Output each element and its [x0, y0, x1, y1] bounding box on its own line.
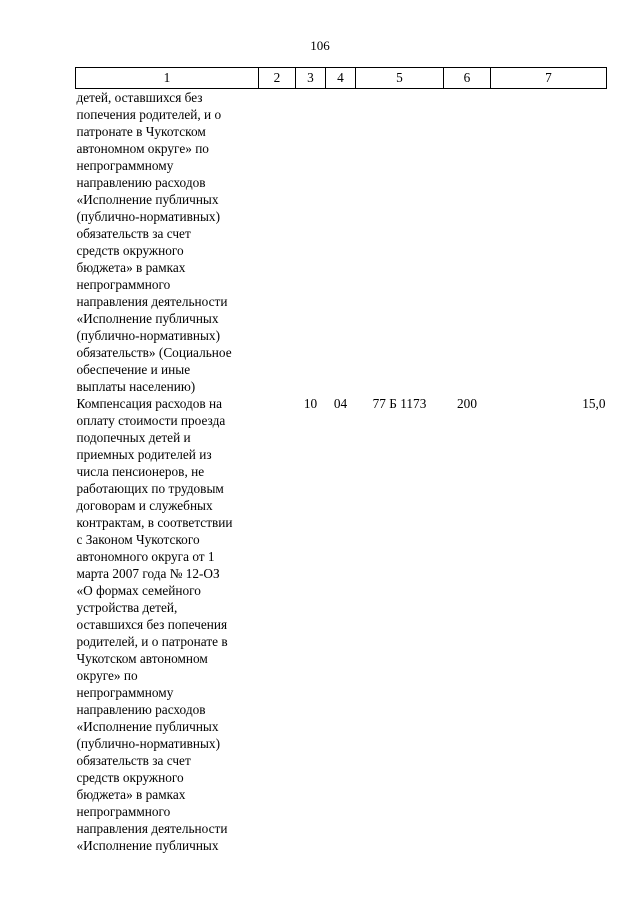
description-line: контрактам, в соответствии	[76, 515, 233, 530]
description-line: выплаты населению)	[76, 379, 196, 394]
description-line: оплату стоимости проезда	[76, 413, 226, 428]
cell-target-article: 77 Б 1173	[372, 396, 427, 411]
column-header-2: 2	[259, 68, 296, 89]
cell-amount	[491, 89, 607, 396]
column-header-6: 6	[444, 68, 491, 89]
description-line: с Законом Чукотского	[76, 532, 200, 547]
description-line: непрограммному	[76, 685, 174, 700]
cell-target-article	[356, 89, 444, 396]
description-line: родителей, и о патронате в	[76, 634, 228, 649]
cell-section	[296, 89, 326, 396]
description-line: обязательств за счет	[76, 226, 191, 241]
description-line: бюджета» в рамках	[76, 787, 186, 802]
description-line: средств окружного	[76, 243, 184, 258]
description-line: Компенсация расходов на	[76, 396, 223, 411]
description-line: Чукотском автономном	[76, 651, 208, 666]
description-line: автономном округе» по	[76, 141, 209, 156]
description-line: оставшихся без попечения	[76, 617, 228, 632]
description-line: подопечных детей и	[76, 430, 191, 445]
description-line: приемных родителей из	[76, 447, 212, 462]
description-line: средств окружного	[76, 770, 184, 785]
description-line: числа пенсионеров, не	[76, 464, 205, 479]
description-line: договорам и служебных	[76, 498, 213, 513]
description-line: «Исполнение публичных	[76, 838, 219, 853]
description-line: патронате в Чукотском	[76, 124, 206, 139]
column-header-4: 4	[326, 68, 356, 89]
column-header-5: 5	[356, 68, 444, 89]
description-line: направлению расходов	[76, 175, 206, 190]
description-line: обеспечение и иные	[76, 362, 191, 377]
column-header-1: 1	[76, 68, 259, 89]
page-number: 106	[310, 38, 330, 53]
column-header-3: 3	[296, 68, 326, 89]
description-line: непрограммному	[76, 158, 174, 173]
description-line: работающих по трудовым	[76, 481, 224, 496]
cell-amount: 15,0	[582, 396, 606, 411]
description-line: автономного округа от 1	[76, 549, 215, 564]
description-line: попечения родителей, и о	[76, 107, 222, 122]
cell-col-2	[259, 395, 296, 854]
cell-expense-type	[444, 89, 491, 396]
description-line: устройства детей,	[76, 600, 178, 615]
description-line: «О формах семейного	[76, 583, 201, 598]
description-line: направления деятельности	[76, 294, 228, 309]
cell-subsection: 04	[333, 396, 348, 411]
description-line: округе» по	[76, 668, 138, 683]
description-line: обязательств» (Социальное	[76, 345, 232, 360]
table-row	[76, 395, 607, 854]
description-line: направления деятельности	[76, 821, 228, 836]
cell-subsection	[326, 89, 356, 396]
description-line: (публично-нормативных)	[76, 736, 221, 751]
row-description	[76, 89, 259, 396]
description-line: детей, оставшихся без	[76, 90, 203, 105]
table-row	[76, 89, 607, 396]
description-line: «Исполнение публичных	[76, 719, 219, 734]
description-line: «Исполнение публичных	[76, 192, 219, 207]
budget-table	[75, 67, 607, 854]
description-line: направлению расходов	[76, 702, 206, 717]
column-header-7: 7	[491, 68, 607, 89]
column-number-header-row	[76, 68, 607, 89]
description-line: непрограммного	[76, 804, 171, 819]
description-line: (публично-нормативных)	[76, 328, 221, 343]
description-line: марта 2007 года № 12-ОЗ	[76, 566, 220, 581]
cell-expense-type: 200	[457, 396, 477, 411]
cell-col-2	[259, 89, 296, 396]
cell-section: 10	[303, 396, 318, 411]
description-line: обязательств за счет	[76, 753, 191, 768]
row-description	[76, 395, 259, 854]
description-line: непрограммного	[76, 277, 171, 292]
description-line: «Исполнение публичных	[76, 311, 219, 326]
description-line: (публично-нормативных)	[76, 209, 221, 224]
description-line: бюджета» в рамках	[76, 260, 186, 275]
